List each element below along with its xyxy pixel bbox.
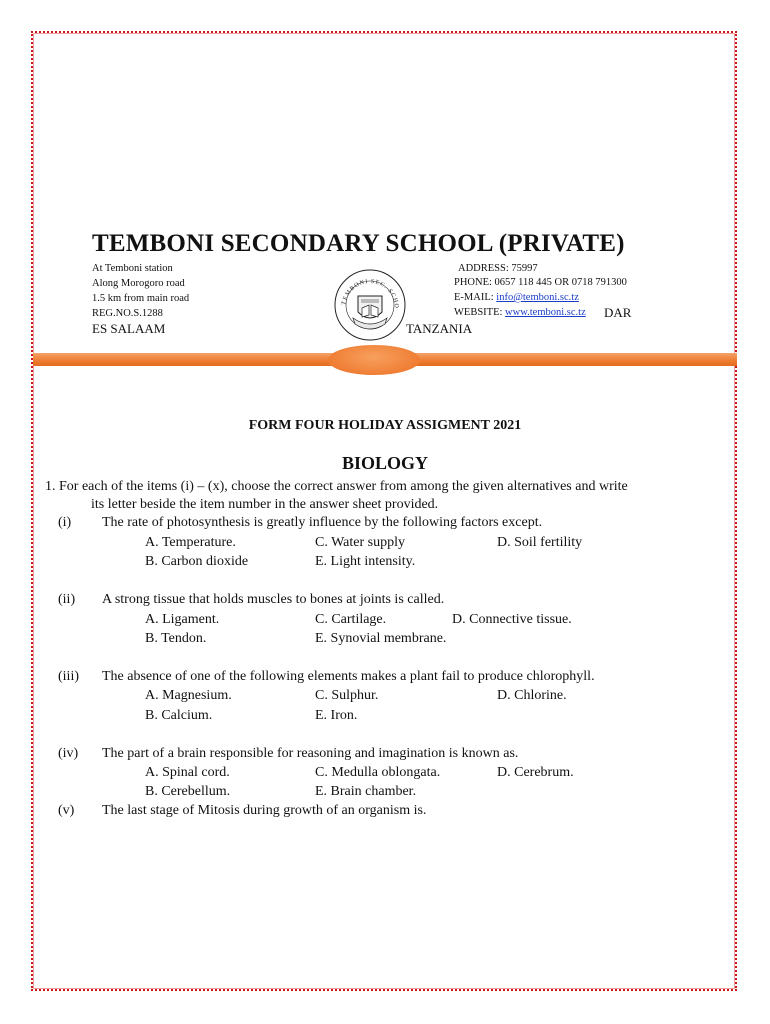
option-b: B. Calcium. xyxy=(145,708,213,723)
email-link[interactable]: info@temboni.sc.tz xyxy=(496,292,579,303)
option-d: D. Soil fertility xyxy=(497,535,583,550)
question-number: (iv) xyxy=(58,746,79,761)
registration-number: REG.NO.S.1288 xyxy=(92,308,163,319)
location-line-3: 1.5 km from main road xyxy=(92,293,190,304)
school-logo xyxy=(333,268,407,342)
option-c: C. Medulla oblongata. xyxy=(315,765,441,780)
option-e: E. Light intensity. xyxy=(315,554,416,569)
option-b: B. Carbon dioxide xyxy=(145,554,249,569)
instructions-line-2: its letter beside the item number in the answer sheet provided. xyxy=(91,497,439,512)
subject-title: BIOLOGY xyxy=(341,453,429,473)
location-line-2: Along Morogoro road xyxy=(92,278,185,289)
question-number: (ii) xyxy=(58,592,76,607)
assignment-title: FORM FOUR HOLIDAY ASSIGMENT 2021 xyxy=(248,418,522,433)
header-divider-oval xyxy=(328,345,420,375)
question-text: A strong tissue that holds muscles to bones at joints is called. xyxy=(102,592,445,607)
question-text: The rate of photosynthesis is greatly influence by the following factors except. xyxy=(102,515,543,530)
question-text: The last stage of Mitosis during growth of an organism is. xyxy=(102,803,427,818)
option-b: B. Cerebellum. xyxy=(145,784,231,799)
school-name: TEMBONI SECONDARY SCHOOL (PRIVATE) xyxy=(92,230,625,257)
website-link[interactable]: www.temboni.sc.tz xyxy=(505,307,586,318)
instructions-line-1: 1. For each of the items (i) – (x), choose the correct answer from among the given alternatives and write xyxy=(45,479,628,494)
option-a: A. Ligament. xyxy=(145,612,220,627)
website-label: WEBSITE: xyxy=(454,307,506,318)
option-a: A. Temperature. xyxy=(145,535,236,550)
option-c: C. Sulphur. xyxy=(315,688,379,703)
question-text: The part of a brain responsible for reasoning and imagination is known as. xyxy=(102,746,519,761)
question-number: (iii) xyxy=(58,669,79,684)
option-a: A. Magnesium. xyxy=(145,688,232,703)
phone-numbers: PHONE: 0657 118 445 OR 0718 791300 xyxy=(454,277,627,288)
option-d: D. Chlorine. xyxy=(497,688,567,703)
option-d: D. Cerebrum. xyxy=(497,765,574,780)
logo-text: TEMBONI SEC. SCHO xyxy=(341,278,400,310)
option-e: E. Brain chamber. xyxy=(315,784,417,799)
address-tail: ES SALAAM xyxy=(92,321,166,336)
option-e: E. Synovial membrane. xyxy=(315,631,447,646)
option-e: E. Iron. xyxy=(315,708,358,723)
postal-address: ADDRESS: 75997 xyxy=(458,263,538,274)
city-part: DAR xyxy=(604,305,632,320)
option-c: C. Water supply xyxy=(315,535,405,550)
option-a: A. Spinal cord. xyxy=(145,765,230,780)
location-line-1: At Temboni station xyxy=(92,263,173,274)
question-text: The absence of one of the following elements makes a plant fail to produce chlorophyll. xyxy=(102,669,595,684)
option-d: D. Connective tissue. xyxy=(452,612,572,627)
website-line xyxy=(454,307,586,318)
email-line xyxy=(454,292,579,303)
option-c: C. Cartilage. xyxy=(315,612,387,627)
question-number: (v) xyxy=(58,803,75,818)
country: TANZANIA xyxy=(406,321,473,336)
email-label: E-MAIL: xyxy=(454,292,497,303)
option-b: B. Tendon. xyxy=(145,631,207,646)
question-number: (i) xyxy=(58,515,72,530)
